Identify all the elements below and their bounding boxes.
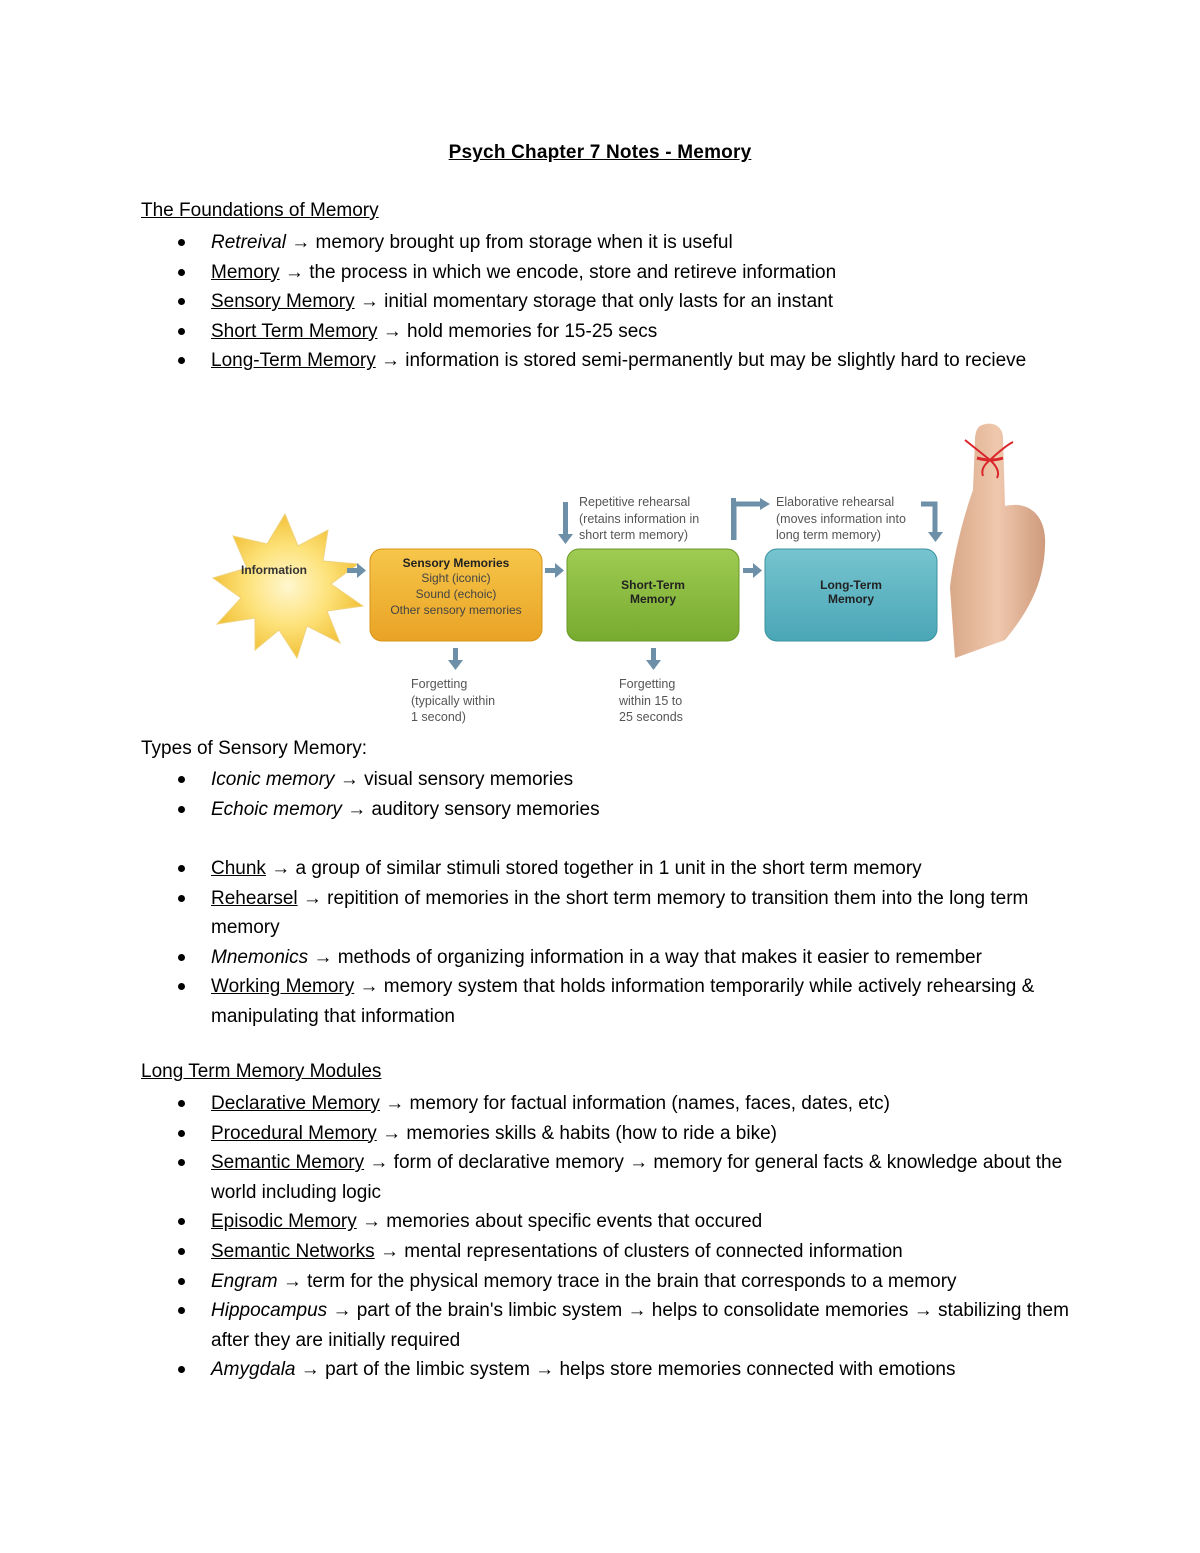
arrow-icon: →	[291, 232, 311, 253]
short-term-line-2: Memory	[629, 592, 676, 606]
forgetting-short-term-label	[619, 676, 683, 726]
information-starburst	[213, 514, 363, 658]
definition: memory for factual information (names, faces, dates, etc)	[409, 1093, 890, 1114]
arrow-icon: →	[382, 1122, 402, 1144]
bullet-icon	[178, 1159, 185, 1166]
term: Iconic memory	[211, 769, 335, 790]
term: Chunk	[211, 858, 266, 879]
elaborative-line-3: long term memory)	[776, 528, 881, 542]
list-item	[141, 1089, 1081, 1119]
term: Episodic Memory	[211, 1211, 357, 1233]
arrow-icon: →	[313, 946, 333, 968]
definition: initial momentary storage that only lasts for an instant	[384, 291, 834, 313]
long-term-memory-text	[765, 578, 937, 606]
forget-sensory-line-3: 1 second)	[411, 710, 466, 724]
section-heading-sensory-types: Types of Sensory Memory:	[141, 738, 367, 759]
forget-short-line-2: within 15 to	[619, 693, 683, 708]
long-term-line-2: Memory	[827, 592, 874, 606]
section-heading-long-term: Long Term Memory Modules	[141, 1061, 382, 1082]
arrow-icon: →	[302, 887, 322, 909]
definition: a group of similar stimuli stored together in 1 unit in the short term memory	[295, 858, 922, 879]
elaborative-line-1: Elaborative rehearsal	[776, 495, 895, 509]
arrow-icon: →	[382, 320, 402, 342]
repetitive-line-2: (retains information in	[579, 511, 700, 526]
list-item	[141, 287, 1081, 317]
list-item	[141, 1267, 1081, 1297]
long-term-modules-list	[141, 1089, 1081, 1385]
bullet-icon	[178, 954, 185, 961]
definition: part of the limbic system → helps store memories connected with emotions	[325, 1359, 956, 1381]
list-item	[141, 1355, 1081, 1385]
definition: term for the physical memory trace in the brain that corresponds to a memory	[307, 1270, 957, 1292]
arrow-icon: →	[369, 1152, 389, 1174]
arrow-icon: →	[381, 350, 400, 372]
forget-short-line-3: 25 seconds	[619, 710, 683, 724]
long-term-line-1: Long-Term	[820, 578, 882, 592]
term: Long-Term Memory	[211, 350, 376, 372]
bullet-icon	[178, 269, 185, 276]
term: Semantic Memory	[211, 1152, 365, 1174]
bullet-icon	[178, 1248, 185, 1255]
term: Declarative Memory	[211, 1093, 380, 1114]
term: Working Memory	[211, 976, 355, 998]
foundations-list	[141, 228, 1081, 376]
term: Memory	[211, 261, 280, 283]
bullet-icon	[178, 1278, 185, 1285]
repetitive-line-3: short term memory)	[579, 528, 689, 542]
bullet-icon	[178, 1218, 185, 1225]
definition: visual sensory memories	[364, 769, 574, 790]
bullet-icon	[178, 865, 185, 872]
list-item	[141, 884, 1081, 943]
definition: memories skills & habits (how to ride a bike)	[406, 1122, 777, 1144]
memory-model-diagram	[205, 418, 1055, 730]
definition: mental representations of clusters of connected information	[404, 1240, 903, 1262]
list-item	[141, 228, 1081, 258]
list-item	[141, 1148, 1081, 1207]
bullet-icon	[178, 1366, 185, 1373]
list-item	[141, 972, 1081, 1031]
arrow-icon: →	[284, 261, 304, 283]
misc-terms-list	[141, 854, 1081, 1032]
definition: part of the brain's limbic system → helps to consolidate memories → stabilizing them after they are initially required	[211, 1300, 1069, 1351]
definition: information is stored semi-permanently but may be slightly hard to recieve	[405, 350, 1027, 372]
list-item	[141, 1296, 1081, 1355]
list-item	[141, 1119, 1081, 1149]
definition: the process in which we encode, store and retireve information	[309, 261, 837, 283]
arrow-icon: →	[359, 976, 379, 998]
definition: repitition of memories in the short term memory to transition them into the long term memory	[211, 887, 1029, 939]
bullet-icon	[178, 806, 185, 813]
bullet-icon	[178, 298, 185, 305]
arrow-icon: →	[362, 1211, 381, 1233]
term: Retreival	[211, 232, 286, 253]
list-item	[141, 258, 1081, 288]
arrow-icon: →	[271, 858, 291, 879]
sensory-line-1: Sight (iconic)	[421, 571, 491, 585]
term: Amygdala	[211, 1359, 296, 1381]
information-label: Information	[241, 563, 307, 577]
list-item	[141, 346, 1081, 376]
list-item	[141, 1207, 1081, 1237]
bullet-icon	[178, 983, 185, 990]
repetitive-line-1: Repetitive rehearsal	[579, 495, 691, 509]
arrow-icon: →	[300, 1359, 320, 1381]
forget-sensory-line-2: (typically within	[411, 693, 496, 708]
term: Semantic Networks	[211, 1240, 375, 1262]
list-item	[141, 765, 1081, 795]
bullet-icon	[178, 328, 185, 335]
arrow-icon: →	[385, 1093, 405, 1114]
list-item	[141, 795, 1081, 825]
bullet-icon	[178, 895, 185, 902]
list-item	[141, 317, 1081, 347]
bullet-icon	[178, 1100, 185, 1107]
sensory-line-2: Sound (echoic)	[415, 587, 497, 601]
definition: form of declarative memory → memory for general facts & knowledge about the world including logic	[211, 1152, 1063, 1203]
forgetting-sensory-label	[411, 676, 495, 726]
elaborative-rehearsal-label	[776, 494, 906, 544]
bullet-icon	[178, 239, 185, 246]
arrow-icon: →	[339, 769, 359, 790]
bullet-icon	[178, 776, 185, 783]
term: Procedural Memory	[211, 1122, 377, 1144]
definition: hold memories for 15-25 secs	[407, 320, 658, 342]
list-item	[141, 854, 1081, 884]
short-term-line-1: Short-Term	[621, 578, 685, 592]
definition: memories about specific events that occured	[386, 1211, 763, 1233]
term: Rehearsel	[211, 887, 298, 909]
sensory-line-3: Other sensory memories	[390, 603, 522, 617]
bullet-icon	[178, 1307, 185, 1314]
term: Hippocampus	[211, 1300, 328, 1322]
repetitive-rehearsal-label	[579, 494, 699, 544]
bullet-icon	[178, 1130, 185, 1137]
bullet-icon	[178, 357, 185, 364]
sensory-types-list	[141, 765, 1081, 824]
forget-short-line-1: Forgetting	[619, 677, 676, 691]
finger-string-image	[950, 424, 1045, 658]
elaborative-line-2: (moves information into	[776, 511, 906, 526]
definition: memory system that holds information temporarily while actively rehearsing & manipulating that information	[211, 976, 1035, 1027]
page-title: Psych Chapter 7 Notes - Memory	[448, 142, 752, 163]
term: Engram	[211, 1270, 278, 1292]
term: Echoic memory	[211, 798, 342, 820]
forget-sensory-line-1: Forgetting	[411, 677, 468, 691]
term: Short Term Memory	[211, 320, 378, 342]
definition: memory brought up from storage when it is useful	[315, 232, 733, 253]
sensory-memory-text	[370, 556, 542, 618]
term: Mnemonics	[211, 946, 309, 968]
section-heading-foundations: The Foundations of Memory	[141, 200, 379, 221]
arrow-icon: →	[282, 1270, 302, 1292]
definition: methods of organizing information in a way that makes it easier to remember	[337, 946, 982, 968]
arrow-icon: →	[379, 1240, 399, 1262]
arrow-icon: →	[332, 1300, 352, 1322]
list-item	[141, 943, 1081, 973]
term: Sensory Memory	[211, 291, 355, 313]
arrow-icon: →	[347, 798, 367, 820]
arrow-icon: →	[359, 291, 379, 313]
sensory-memory-title: Sensory Memories	[402, 556, 510, 570]
short-term-memory-text	[567, 578, 739, 606]
list-item	[141, 1237, 1081, 1267]
definition: auditory sensory memories	[371, 798, 600, 820]
